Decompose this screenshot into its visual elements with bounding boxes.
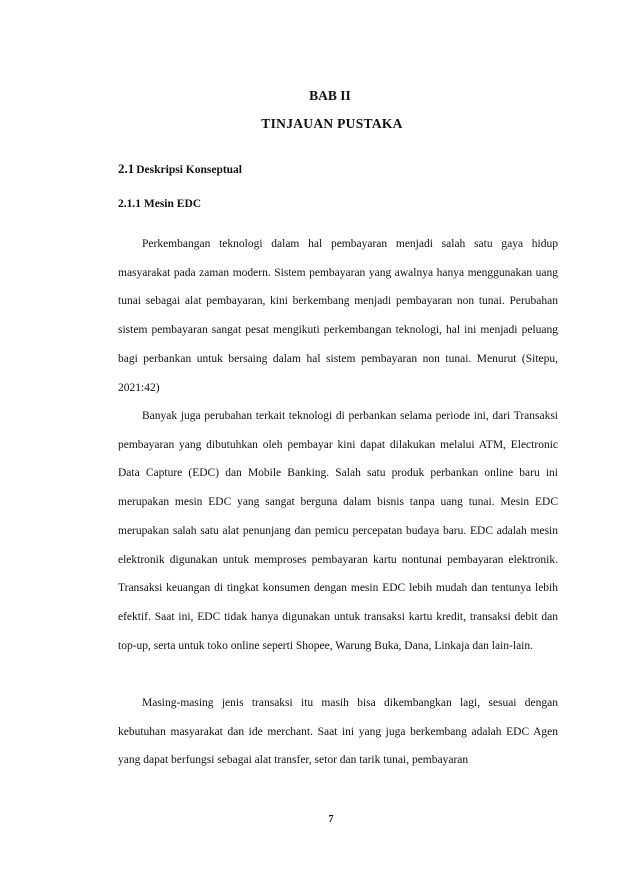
section-heading bbox=[118, 161, 242, 177]
subsection-heading: 2.1.1 Mesin EDC bbox=[118, 198, 202, 210]
section-title: Deskripsi Konseptual bbox=[136, 164, 243, 176]
chapter-title: TINJAUAN PUSTAKA bbox=[261, 116, 403, 131]
page-number: 7 bbox=[328, 814, 334, 825]
chapter-number: BAB II bbox=[309, 88, 351, 103]
body-paragraph: Banyak juga perubahan terkait teknologi di perbankan selama periode ini, dari Transaksi pembayaran yang dibutuhkan oleh pembayar kini dapat dilakukan melalui ATM, Electronic Data Capture (EDC) dan Mobile Banking. Salah satu produk perbankan online baru ini merupakan mesin EDC yang sangat berguna dalam bisnis tanpa uang tunai. Mesin EDC merupakan salah satu alat penunjang dan pemicu percepatan budaya baru. EDC adalah mesin elektronik digunakan untuk memproses pembayaran kartu nontunai pembayaran elektronik. Transaksi keuangan di tingkat konsumen dengan mesin EDC lebih mudah dan tentunya lebih efektif. Saat ini, EDC tidak hanya digunakan untuk transaksi kartu kredit, transaksi debit dan top-up, serta untuk toko online seperti Shopee, Warung Buka, Dana, Linkaja dan lain-lain. bbox=[118, 410, 558, 652]
body-paragraph: Masing-masing jenis transaksi itu masih bisa dikembangkan lagi, sesuai dengan kebutuhan masyarakat dan ide merchant. Saat ini yang juga berkembang adalah EDC Agen yang dapat berfungsi sebagai alat transfer, setor dan tarik tunai, pembayaran bbox=[118, 697, 558, 767]
section-number: 2.1 bbox=[118, 161, 135, 176]
body-paragraph: Perkembangan teknologi dalam hal pembayaran menjadi salah satu gaya hidup masyarakat pada zaman modern. Sistem pembayaran yang awalnya hanya menggunakan uang tunai sebagai alat pembayaran, kini berkembang menjadi pembayaran non tunai. Perubahan sistem pembayaran sangat pesat mengikuti perkembangan teknologi, hal ini menjadi peluang bagi perbankan untuk bersaing dalam hal sistem pembayaran non tunai. Menurut (Sitepu, 2021:42) bbox=[118, 238, 558, 394]
